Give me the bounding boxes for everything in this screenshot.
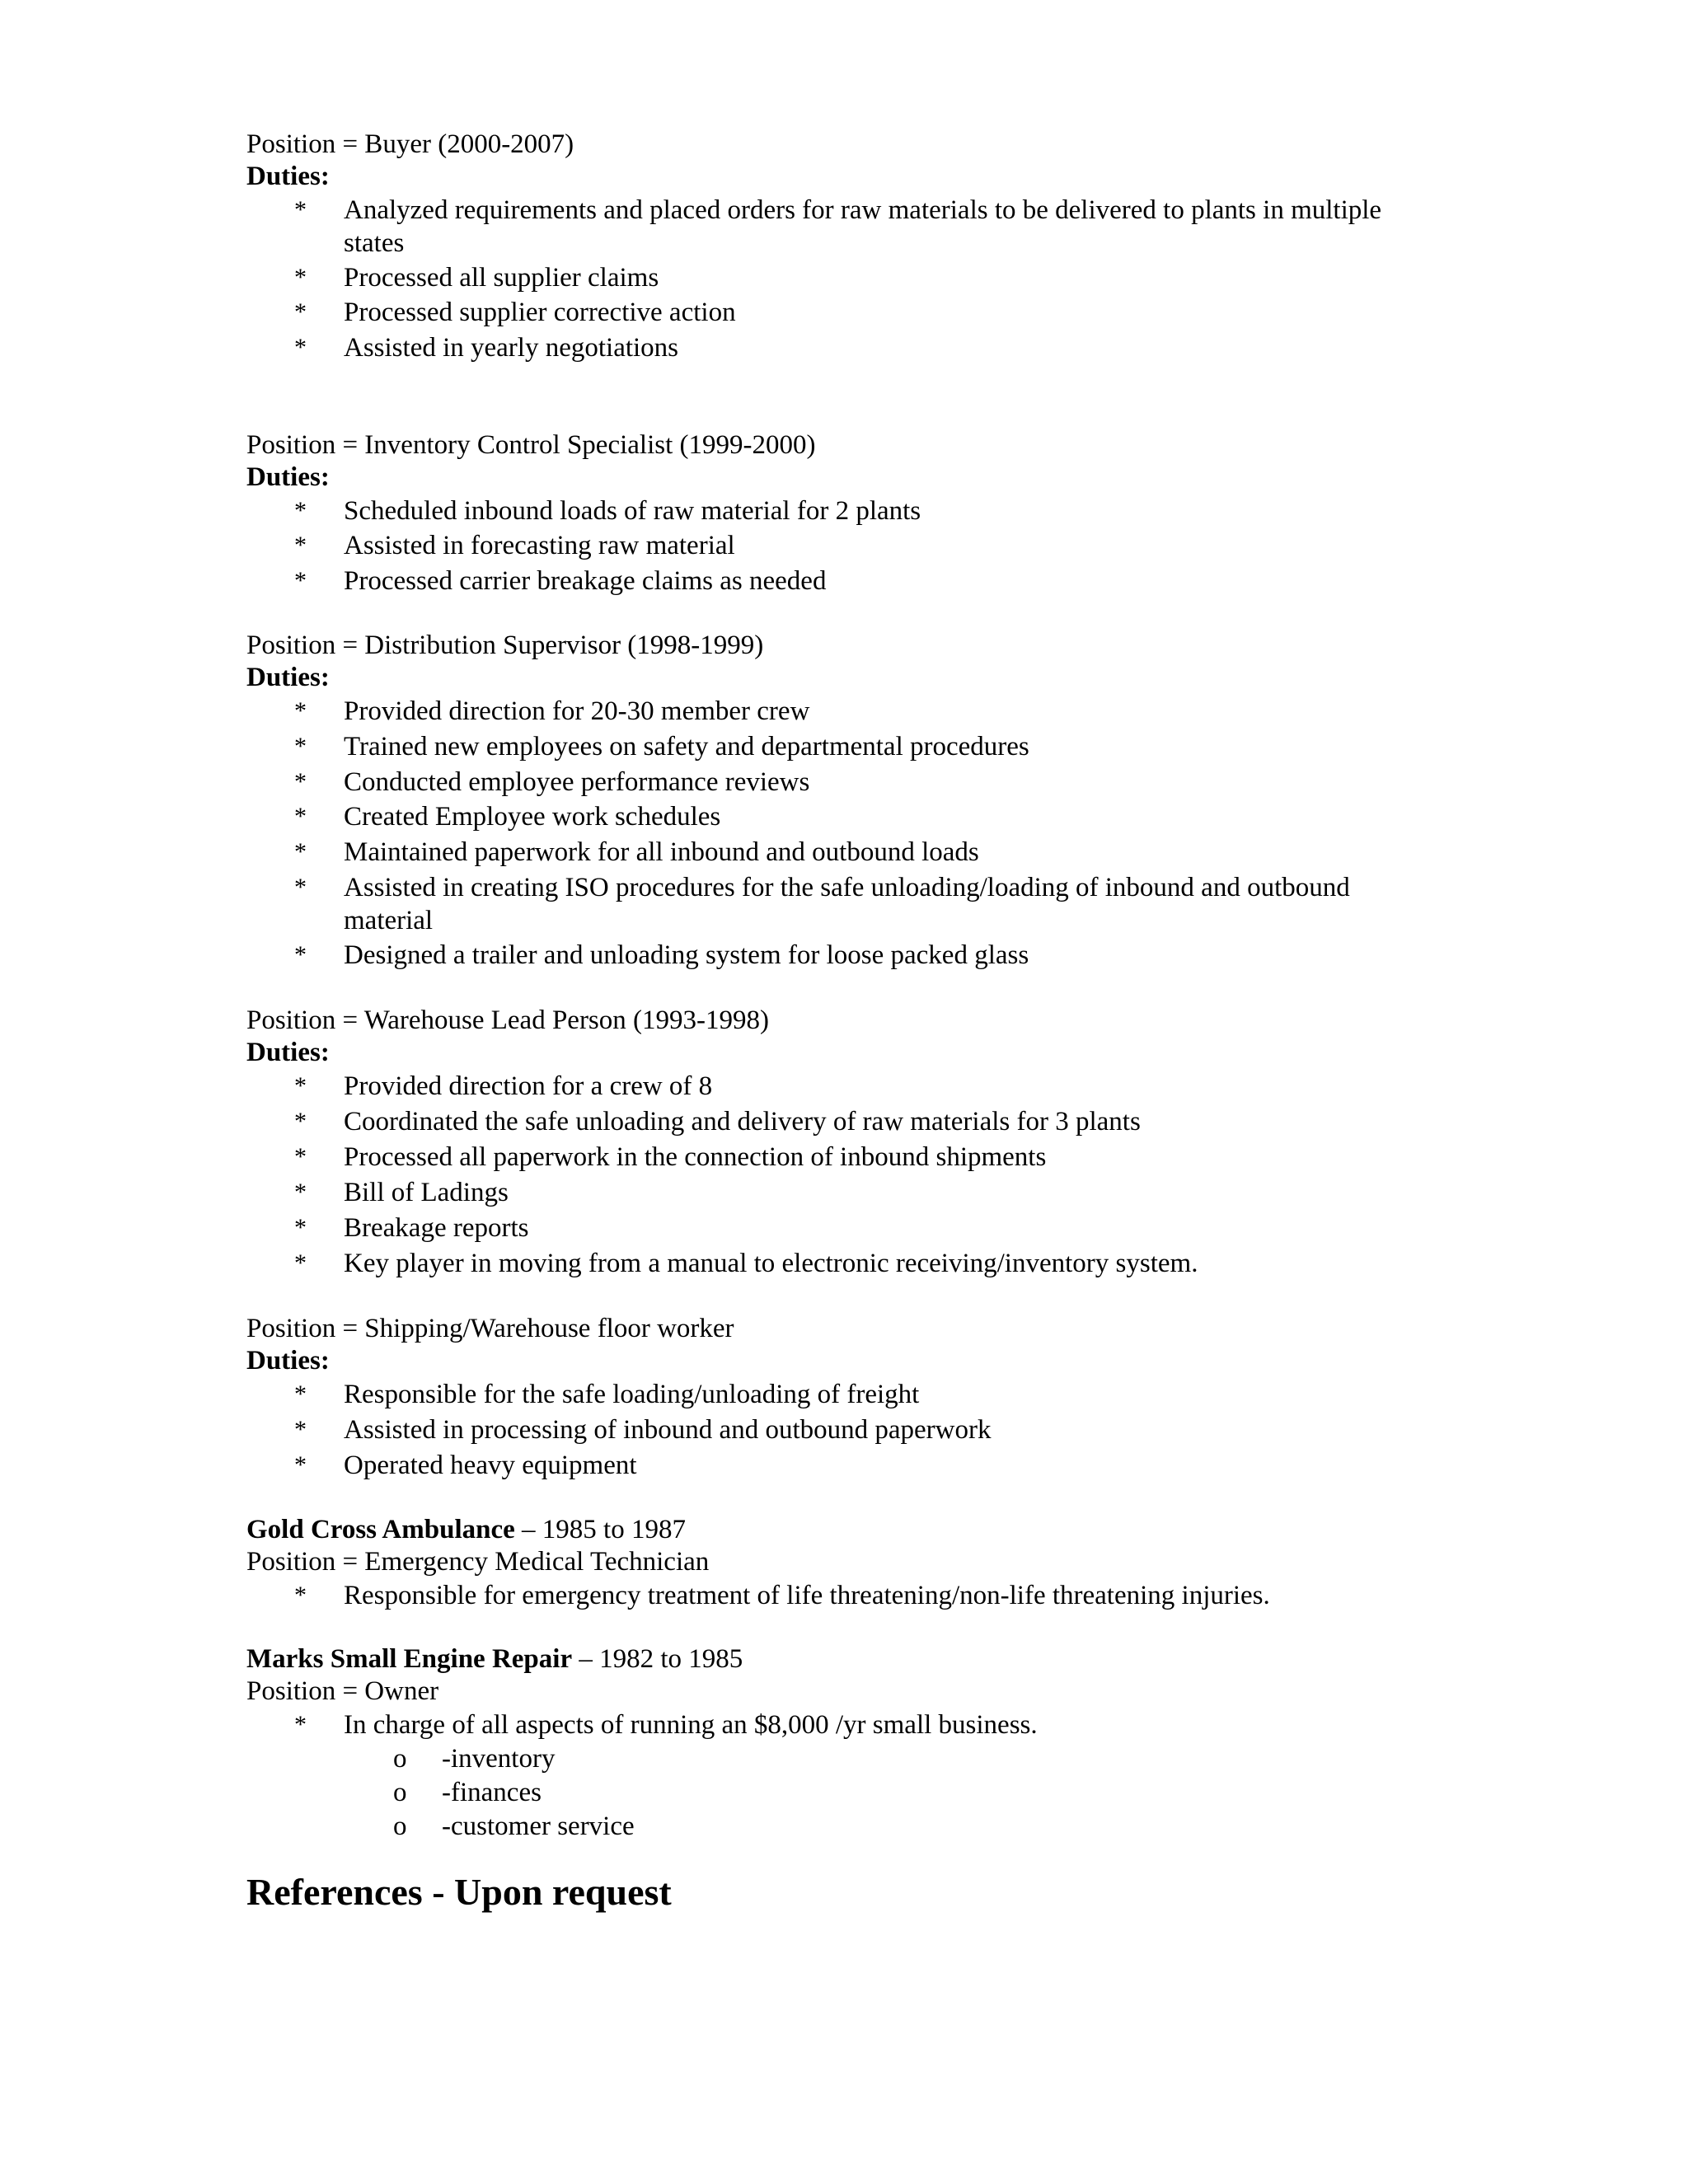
sub-item: -finances: [442, 1778, 542, 1807]
sub-bullet-marker: o: [393, 1744, 407, 1774]
sub-item: -customer service: [442, 1811, 635, 1841]
duty-item: Breakage reports: [344, 1213, 529, 1243]
bullet-marker: *: [294, 941, 307, 968]
duty-item: Scheduled inbound loads of raw material for 2 plants: [344, 496, 921, 526]
bullet-marker: *: [294, 874, 307, 901]
bullet-marker: *: [294, 1214, 307, 1241]
bullet-marker: *: [294, 532, 307, 559]
duty-item: Responsible for the safe loading/unloading of freight: [344, 1380, 920, 1409]
duty-item: Operated heavy equipment: [344, 1451, 637, 1480]
position-emt: Position = Emergency Medical Technician: [246, 1547, 710, 1577]
bullet-marker: *: [294, 334, 307, 361]
sub-item: -inventory: [442, 1744, 556, 1774]
bullet-marker: *: [294, 1416, 307, 1443]
position-warehouse-lead: Position = Warehouse Lead Person (1993-1998): [246, 1005, 769, 1035]
bullet-marker: *: [294, 567, 307, 594]
bullet-marker: *: [294, 733, 307, 760]
bullet-marker: *: [294, 298, 307, 326]
bullet-marker: *: [294, 1143, 307, 1170]
bullet-marker: *: [294, 838, 307, 865]
duties-label: Duties:: [246, 462, 330, 492]
duty-item: Maintained paperwork for all inbound and outbound loads: [344, 837, 979, 867]
references-heading: References - Upon request: [246, 1871, 672, 1913]
duty-item: Provided direction for a crew of 8: [344, 1071, 713, 1101]
bullet-marker: *: [294, 1451, 307, 1479]
bullet-marker: *: [294, 1072, 307, 1099]
bullet-marker: *: [294, 1179, 307, 1206]
duty-item: Assisted in forecasting raw material: [344, 531, 735, 560]
bullet-marker: *: [294, 1380, 307, 1408]
duty-item-continuation: material: [344, 906, 434, 935]
sub-bullet-marker: o: [393, 1778, 407, 1807]
bullet-marker: *: [294, 768, 307, 795]
employer-marks-repair: [246, 1643, 743, 1675]
duty-item: Key player in moving from a manual to electronic receiving/inventory system.: [344, 1249, 1198, 1278]
duty-item: Assisted in processing of inbound and outbound paperwork: [344, 1415, 992, 1445]
duty-item: Assisted in yearly negotiations: [344, 333, 679, 363]
duty-item: Analyzed requirements and placed orders for raw materials to be delivered to plants in multiple: [344, 195, 1382, 225]
duties-label: Duties:: [246, 663, 330, 692]
bullet-marker: *: [294, 697, 307, 724]
employment-dates: – 1982 to 1985: [572, 1644, 743, 1674]
bullet-marker: *: [294, 264, 307, 291]
position-shipping-worker: Position = Shipping/Warehouse floor worker: [246, 1314, 734, 1343]
position-owner: Position = Owner: [246, 1676, 439, 1706]
position-buyer: Position = Buyer (2000-2007): [246, 129, 574, 159]
bullet-marker: *: [294, 497, 307, 524]
duty-item: Assisted in creating ISO procedures for the safe unloading/loading of inbound and outbound: [344, 873, 1350, 902]
bullet-marker: *: [294, 1711, 307, 1738]
duty-item: In charge of all aspects of running an $8,000 /yr small business.: [344, 1710, 1038, 1740]
duty-item: Bill of Ladings: [344, 1178, 509, 1207]
bullet-marker: *: [294, 196, 307, 223]
duty-item: Conducted employee performance reviews: [344, 767, 810, 797]
duty-item: Processed all paperwork in the connection of inbound shipments: [344, 1142, 1047, 1172]
duty-item-continuation: states: [344, 228, 405, 258]
company-name: Gold Cross Ambulance: [246, 1515, 515, 1544]
position-distribution-supervisor: Position = Distribution Supervisor (1998-1999): [246, 630, 764, 660]
company-name: Marks Small Engine Repair: [246, 1644, 573, 1674]
duty-item: Processed supplier corrective action: [344, 298, 736, 327]
bullet-marker: *: [294, 1249, 307, 1277]
duty-item: Processed carrier breakage claims as needed: [344, 566, 827, 596]
bullet-marker: *: [294, 803, 307, 830]
position-inventory-specialist: Position = Inventory Control Specialist (1999-2000): [246, 430, 816, 460]
sub-bullet-marker: o: [393, 1811, 407, 1841]
duties-label: Duties:: [246, 162, 330, 191]
duty-item: Trained new employees on safety and departmental procedures: [344, 732, 1029, 762]
duty-item: Provided direction for 20-30 member crew: [344, 696, 810, 726]
duty-item: Created Employee work schedules: [344, 802, 721, 832]
duties-label: Duties:: [246, 1346, 330, 1376]
duty-item: Processed all supplier claims: [344, 263, 659, 293]
bullet-marker: *: [294, 1108, 307, 1135]
duties-label: Duties:: [246, 1038, 330, 1067]
duty-item: Responsible for emergency treatment of life threatening/non-life threatening injuries.: [344, 1581, 1270, 1610]
duty-item: Coordinated the safe unloading and delivery of raw materials for 3 plants: [344, 1107, 1141, 1137]
duty-item: Designed a trailer and unloading system for loose packed glass: [344, 940, 1029, 970]
bullet-marker: *: [294, 1582, 307, 1609]
employment-dates: – 1985 to 1987: [514, 1515, 686, 1544]
employer-gold-cross: [246, 1513, 686, 1546]
